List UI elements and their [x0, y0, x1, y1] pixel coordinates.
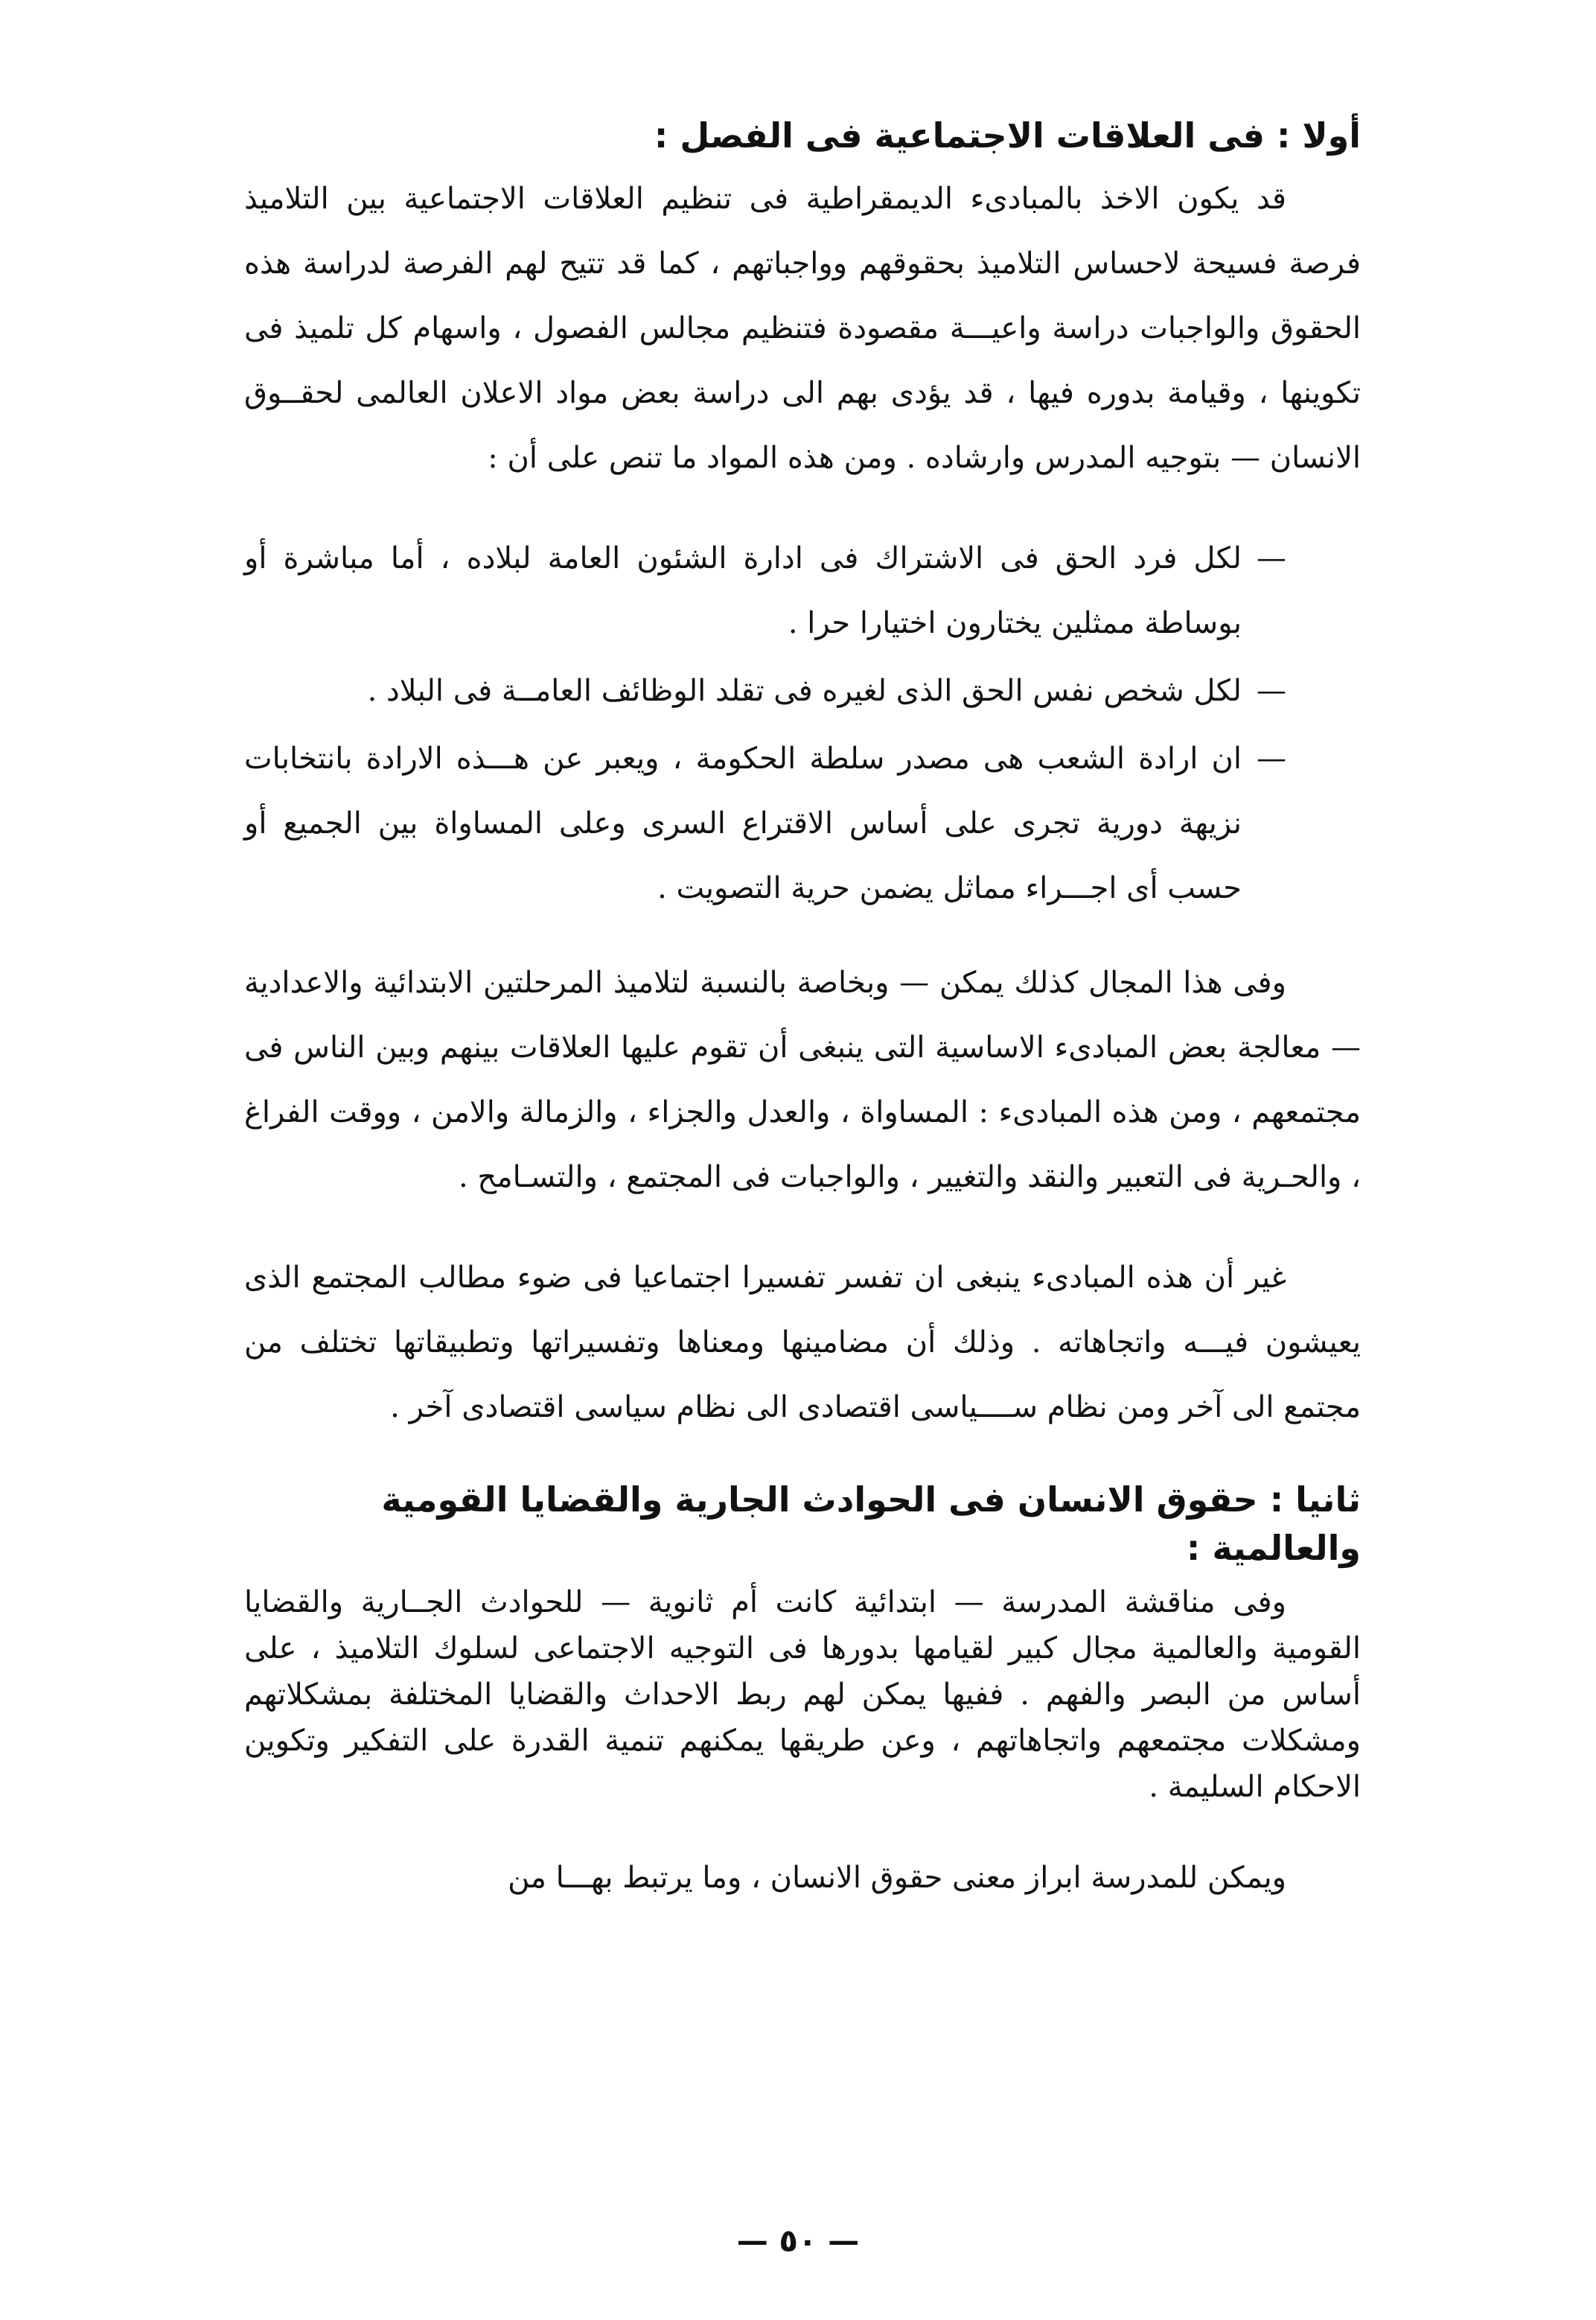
- rights-bullet-list: [244, 526, 1361, 921]
- bullet-text: لكل فرد الحق فى الاشتراك فى ادارة الشئون العامة لبلاده ، أما مباشرة أو بوساطة ممثلين يختارون اختيارا حرا .: [244, 541, 1242, 641]
- bullet-dash: —: [1257, 541, 1286, 576]
- section-heading-social-relations: أولا : فى العلاقات الاجتماعية فى الفصل :: [654, 115, 1361, 156]
- bullet-text: ان ارادة الشعب هى مصدر سلطة الحكومة ، ويعبر عن هـــذه الارادة بانتخابات نزيهة دورية تجرى على أساس الاقتراع السرى وعلى المساواة بين الجميع أو حسب أى اجـــراء مماثل يضمن حرية التصويت .: [244, 742, 1242, 906]
- paragraph-human-rights-meaning: ويمكن للمدرسة ابراز معنى حقوق الانسان ، وما يرتبط بهـــا من: [508, 1861, 1286, 1896]
- paragraph-social-interpretation: غير أن هذه المبادىء ينبغى ان تفسر تفسيرا اجتماعيا فى ضوء مطالب المجتمع الذى يعيشون فيـــه واتجاهاته . وذلك أن مضامينها ومعناها وتفسيراتها وتطبيقاتها تختلف من مجتمع الى آخر ومن نظام ســــياسى اقتصادى الى نظام سياسى اقتصادى آخر .: [244, 1261, 1361, 1425]
- bullet-text: لكل شخص نفس الحق الذى لغيره فى تقلد الوظائف العامــة فى البلاد .: [367, 674, 1242, 709]
- paragraph-current-events-discussion: وفى مناقشة المدرسة — ابتدائية كانت أم ثانوية — للحوادث الجــارية والقضايا القومية والعالمية مجال كبير لقيامها بدورها فى التوجيه الاجتماعى لسلوك التلاميذ ، على أساس من البصر والفهم . ففيها يمكن لهم ربط الاحداث والقضايا المختلفة بمشكلاتهم ومشكلات مجتمعهم واتجاهاتهم ، وعن طريقها يمكنهم تنمية القدرة على التفكير وتكوين الاحكام السليمة .: [244, 1585, 1361, 1805]
- document-page: [244, 112, 1361, 1946]
- bullet-dash: —: [1257, 742, 1286, 777]
- bullet-dash: —: [1257, 674, 1286, 709]
- bullet-item: [244, 727, 1286, 921]
- page-number: — ٥٠ —: [736, 2222, 860, 2259]
- paragraph-basic-principles: وفى هذا المجال كذلك يمكن — وبخاصة بالنسبة لتلاميذ المرحلتين الابتدائية والاعدادية — معالجة بعض المبادىء الاساسية التى ينبغى أن تقوم عليها العلاقات بينهم وبين الناس فى مجتمعهم ، ومن هذه المبادىء : المساواة ، والعدل والجزاء ، والزمالة والامن ، ووقت الفراغ ، والحـرية فى التعبير والنقد والتغيير ، والواجبات فى المجتمع ، والتسـامح .: [244, 966, 1361, 1195]
- section-heading-current-events: ثانيا : حقوق الانسان فى الحوادث الجارية والقضايا القومية والعالمية :: [381, 1479, 1361, 1568]
- bullet-item: [244, 659, 1286, 724]
- paragraph-democratic-principles: قد يكون الاخذ بالمبادىء الديمقراطية فى تنظيم العلاقات الاجتماعية بين التلاميذ فرصة فسيحة لاحساس التلاميذ بحقوقهم وواجباتهم ، كما قد تتيح لهم الفرصة لدراسة هذه الحقوق والواجبات دراسة واعيـــة مقصودة فتنظيم مجالس الفصول ، واسهام كل تلميذ فى تكوينها ، وقيامة بدوره فيها ، قد يؤدى بهم الى دراسة بعض مواد الاعلان العالمى لحقــوق الانسان — بتوجيه المدرس وارشاده . ومن هذه المواد ما تنص على أن :: [244, 182, 1361, 476]
- bullet-item: [244, 526, 1286, 656]
